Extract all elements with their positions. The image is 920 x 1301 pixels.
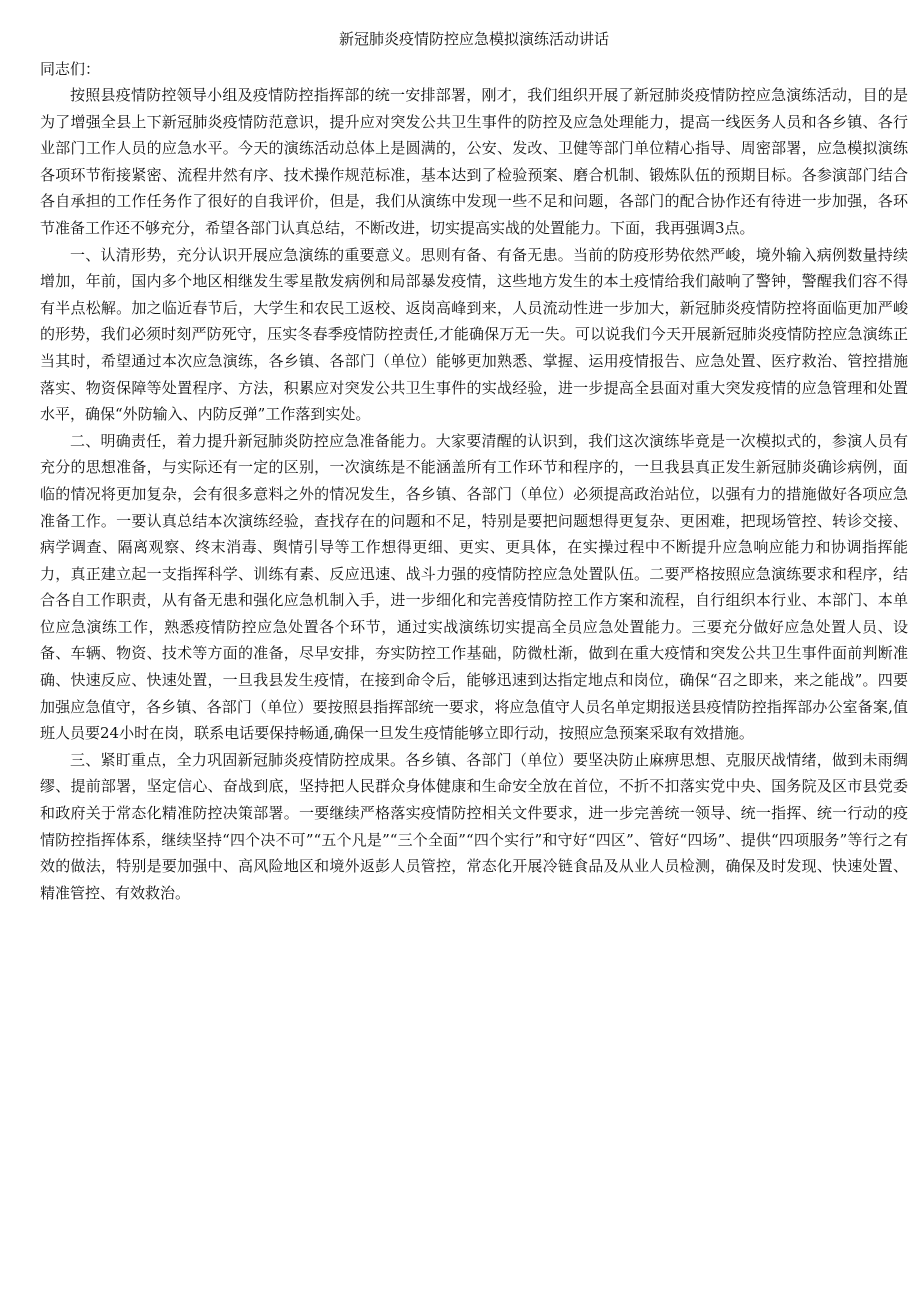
document-page — [40, 28, 908, 906]
paragraph-point-two: 二、明确责任，着力提升新冠肺炎防控应急准备能力。大家要清醒的认识到，我们这次演练毕竟是一次模拟式的，参演人员有充分的思想准备，与实际还有一定的区别，一次演练是不能涵盖所有工作环节和程序的，一旦我县真正发生新冠肺炎确诊病例，面临的情况将更加复杂，会有很多意料之外的情况发生，各乡镇、各部门（单位）必须提高政治站位，以强有力的措施做好各项应急准备工作。一要认真总结本次演练经验，查找存在的问题和不足，特别是要把问题想得更复杂、更困难，把现场管控、转诊交接、病学调查、隔离观察、终末消毒、舆情引导等工作想得更细、更实、更具体，在实操过程中不断提升应急响应能力和协调指挥能力，真正建立起一支指挥科学、训练有素、反应迅速、战斗力强的疫情防控应急处置队伍。二要严格按照应急演练要求和程序，结合各自工作职责，从有备无患和强化应急机制入手，进一步细化和完善疫情防控工作方案和流程，自行组织本行业、本部门、本单位应急演练工作，熟悉疫情防控应急处置各个环节，通过实战演练切实提高全员应急处置能力。三要充分做好应急处置人员、设备、车辆、物资、技术等方面的准备，尽早安排，夯实防控工作基础，防微杜渐，做到在重大疫情和突发公共卫生事件面前判断准确、快速反应、快速处置，一旦我县发生疫情，在接到命令后，能够迅速到达指定地点和岗位，确保“召之即来，来之能战”。四要加强应急值守，各乡镇、各部门（单位）要按照县指挥部统一要求，将应急值守人员名单定期报送县疫情防控指挥部办公室备案,值班人员要24小时在岗，联系电话要保持畅通,确保一旦发生疫情能够立即行动，按照应急预案采取有效措施。 — [40, 431, 908, 743]
document-title: 新冠肺炎疫情防控应急模拟演练活动讲话 — [338, 30, 609, 48]
salutation: 同志们： — [40, 60, 101, 78]
paragraph-point-three: 三、紧盯重点，全力巩固新冠肺炎疫情防控成果。各乡镇、各部门（单位）要坚决防止麻痹思想、克服厌战情绪，做到未雨绸缪、提前部署，坚定信心、奋战到底，坚持把人民群众身体健康和生命安全放在首位，不折不扣落实党中央、国务院及区市县党委和政府关于常态化精准防控决策部署。一要继续严格落实疫情防控相关文件要求，进一步完善统一领导、统一指挥、统一行动的疫情防控指挥体系，继续坚持“四个决不可”“五个凡是”“三个全面”“四个实行”和守好“四区”、管好“四场”、提供“四项服务”等行之有效的做法，特别是要加强中、高风险地区和境外返彭人员管控，常态化开展冷链食品及从业人员检测，确保及时发现、快速处置、精准管控、有效救治。 — [40, 750, 908, 902]
paragraph-intro: 按照县疫情防控领导小组及疫情防控指挥部的统一安排部署，刚才，我们组织开展了新冠肺炎疫情防控应急演练活动，目的是为了增强全县上下新冠肺炎疫情防范意识，提升应对突发公共卫生事件的防控及应急处理能力，提高一线医务人员和各乡镇、各行业部门工作人员的应急水平。今天的演练活动总体上是圆满的，公安、发改、卫健等部门单位精心指导、周密部署，应急模拟演练各项环节衔接紧密、流程井然有序、技术操作规范标准，基本达到了检验预案、磨合机制、锻炼队伍的预期目标。各参演部门结合各自承担的工作任务作了很好的自我评价，但是，我们从演练中发现一些不足和问题，各部门的配合协作还有待进一步加强，各环节准备工作还不够充分，希望各部门认真总结，不断改进，切实提高实战的处置能力。下面，我再强调3点。 — [40, 86, 908, 237]
paragraph-point-one: 一、认清形势，充分认识开展应急演练的重要意义。思则有备、有备无患。当前的防疫形势依然严峻，境外输入病例数量持续增加，年前，国内多个地区相继发生零星散发病例和局部暴发疫情，这些地方发生的本土疫情给我们敲响了警钟，警醒我们容不得有半点松解。加之临近春节后，大学生和农民工返校、返岗高峰到来，人员流动性进一步加大，新冠肺炎疫情防控将面临更加严峻的形势，我们必须时刻严防死守，压实冬春季疫情防控责任,才能确保万无一失。可以说我们今天开展新冠肺炎疫情防控应急演练正当其时，希望通过本次应急演练，各乡镇、各部门（单位）能够更加熟悉、掌握、运用疫情报告、应急处置、医疗救治、管控措施落实、物资保障等处置程序、方法，积累应对突发公共卫生事件的实战经验，进一步提高全县面对重大突发疫情的应急管理和处置水平，确保“外防输入、内防反弹”工作落到实处。 — [40, 245, 908, 424]
